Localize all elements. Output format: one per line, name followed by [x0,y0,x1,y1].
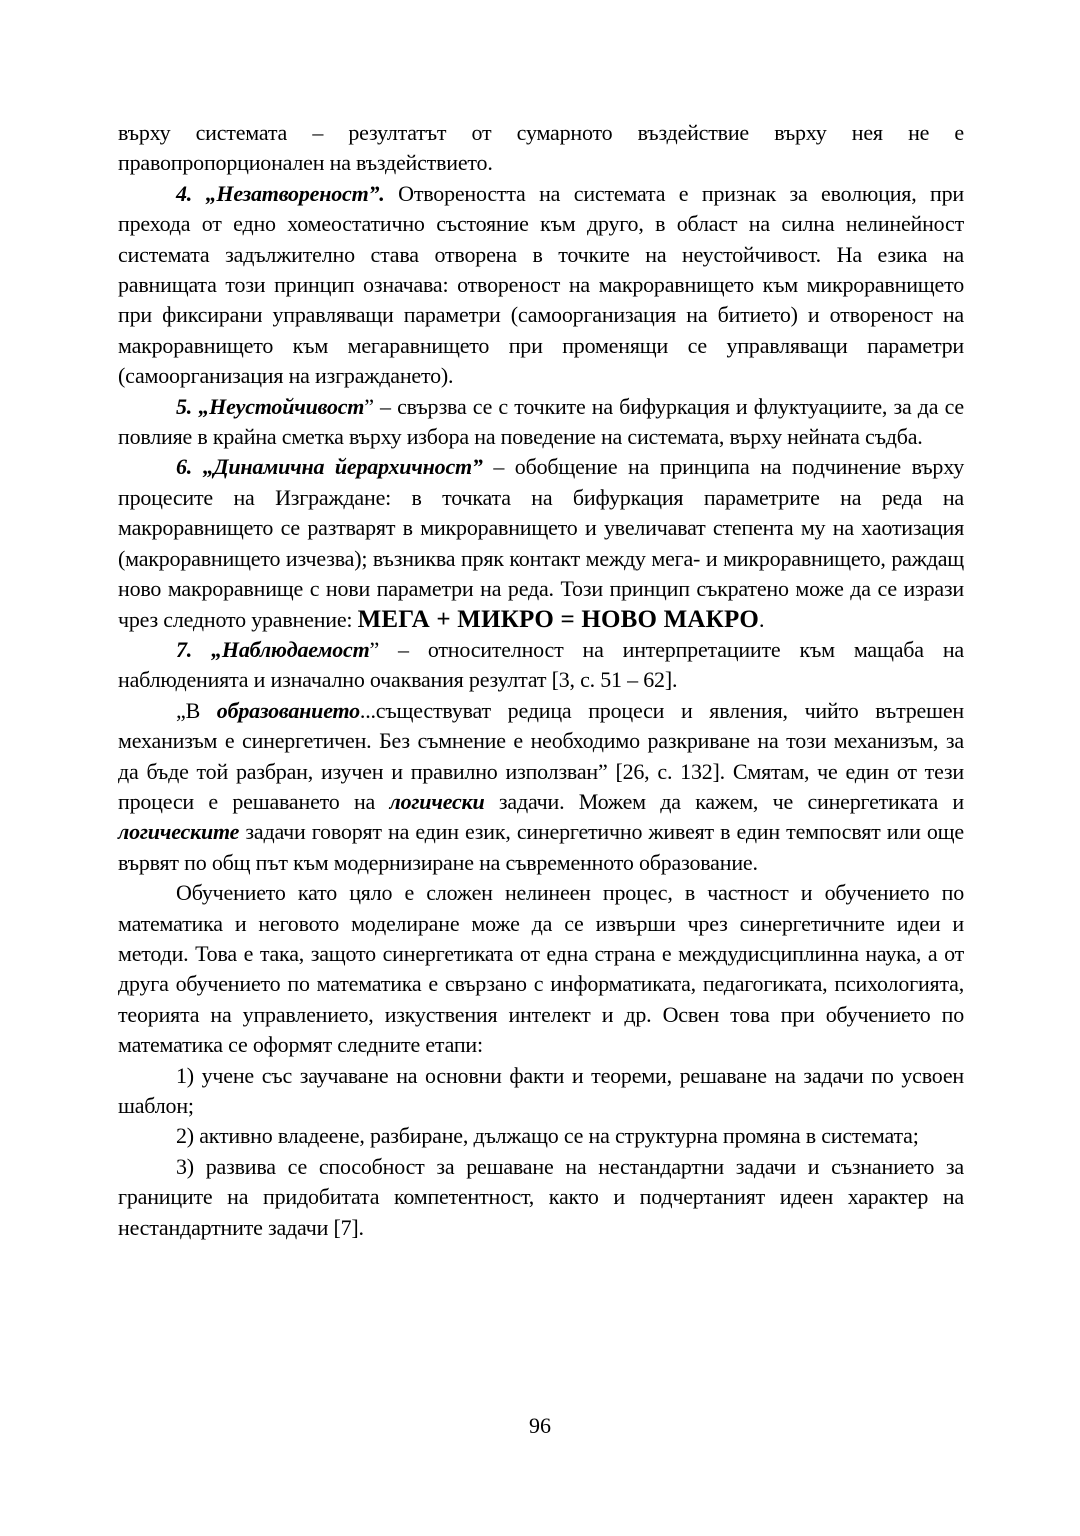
principle-4-title: 4. „Незатвореност”. [176,180,385,206]
principle-6-text: – обобщение на принципа на подчинение върху процесите на Изграждане: в точката на бифуркация параметрите на реда на макроравнището се разтварят в микроравнището и увеличават степента му на хаотизация (макроравнището изчезва); възниква пряк контакт между мега- и микроравнището, раждащ ново макроравнище с нови параметри на реда. Този принцип съкратено може да се изрази чрез следното уравнение: [118,454,964,632]
emphasis-logical-plural: логическите [118,819,240,845]
quote-text-3: задачи. Можем да кажем, че синергетиката и [484,788,964,814]
quote-paragraph [118,696,964,878]
principle-6-title: 6. „Динамична йерархичност” [176,454,483,480]
principle-5-text: ” – свързва се с точките на бифуркация и флуктуациите, за да се повлияе в крайна сметка върху избора на поведение на системата, върху нейната съдба. [118,393,964,450]
principle-7-title: 7. „Наблюдаемост [176,636,370,662]
principle-5-paragraph [118,392,964,453]
stage-3-item: 3) развива се способност за решаване на нестандартни задачи и съзнанието за границите на придобитата компетентност, както и подчертаният идеен характер на нестандартните задачи [7]. [118,1153,964,1240]
quote-text-1: „В [176,697,217,723]
learning-paragraph: Обучението като цяло е сложен нелинеен процес, в частност и обучението по математика и неговото моделиране може да се извърши чрез синергетичните идеи и методи. Това е така, защото синергетиката от една страна е междудисциплинна наука, а от друга обучението по математика е свързано с информатиката, педагогиката, психологията, теорията на управлението, изкуствения интелект и др. Освен това при обучението по математика се оформят следните етапи: [118,880,964,1058]
quote-text-4: задачи говорят на един език, синергетично живеят в един темпосвят или още вървят по общ път към модернизиране на съвременното образование. [118,819,964,875]
equation-end: . [758,606,765,632]
principle-4-text: Отвореността на системата е признак за еволюция, при прехода от едно хомеостатично състояние към друго, в област на силна нелинейност системата задължително става отворена в точките на неустойчивост. На езика на равнищата този принцип означава: отвореност на макроравнището към микроравнището при фиксирани управляващи параметри (самоорганизация на битието) и отвореност на макроравнището към мегаравнището при променящи се управляващи параметри (самоорганизация на изграждането). [118,180,964,389]
equation: МЕГА + МИКРО = НОВО МАКРО [357,605,759,633]
paragraph-continuation: върху системата – резултатът от сумарното въздействие върху нея не е правопропорционален на въздействието. [118,120,964,176]
stage-1-item: 1) учене със заучаване на основни факти и теореми, решаване на задачи по усвоен шаблон; [118,1062,964,1118]
principle-4-paragraph [118,179,964,392]
principle-7-text: ” – относителност на интерпретациите към мащаба на наблюденията и изначално очаквания резултат [3, с. 51 – 62]. [118,636,964,693]
emphasis-logical: логически [389,788,485,814]
stage-2-item: 2) активно владеене, разбиране, дължащо се на структурна промяна в системата; [176,1123,919,1149]
principle-7-paragraph [118,635,964,696]
page-number: 96 [529,1413,551,1438]
quote-text-2: ...съществуват редица процеси и явления, чийто вътрешен механизъм е синергетичен. Без съмнение е необходимо разкриване на този механизъм, за да бъде той разбран, изучен и правилно използван” [26, с. 132]. Смятам, че един от тези процеси е решаването на [118,697,964,814]
emphasis-education: образованието [216,697,360,723]
principle-6-paragraph [118,452,964,634]
body-text [118,118,964,1243]
principle-5-title: 5. „Неустойчивост [176,393,365,419]
